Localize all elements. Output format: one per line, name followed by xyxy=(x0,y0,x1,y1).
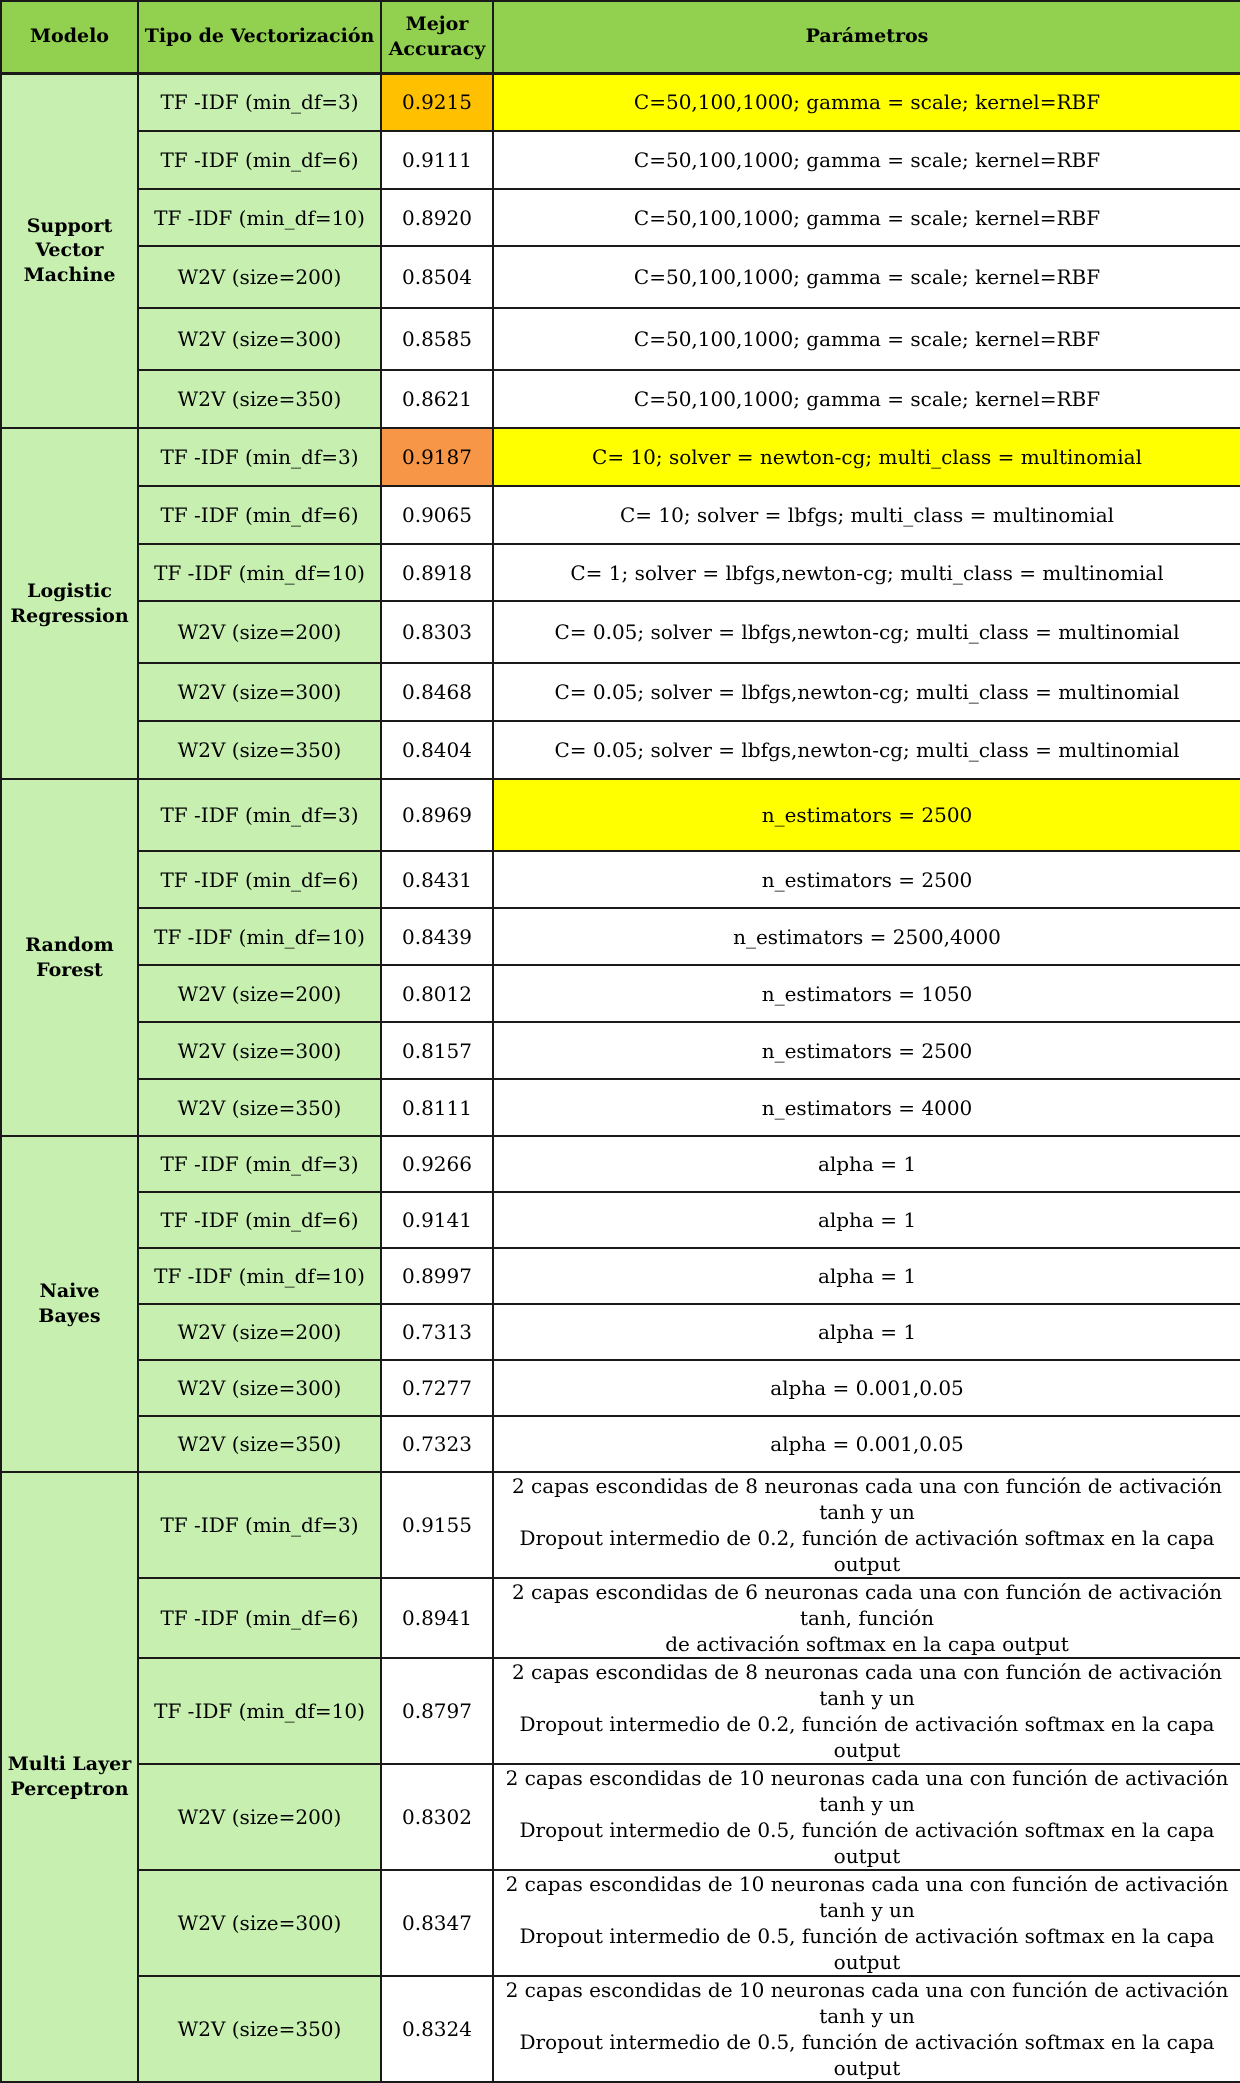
model-cell: Multi Layer Perceptron xyxy=(1,1472,138,2082)
accuracy-cell: 0.8324 xyxy=(381,1976,493,2082)
table-row xyxy=(1,1472,1240,1578)
accuracy-cell: 0.9266 xyxy=(381,1136,493,1192)
vectorization-cell: W2V (size=350) xyxy=(138,370,381,428)
header-params: Parámetros xyxy=(493,1,1240,73)
params-cell: alpha = 1 xyxy=(493,1136,1240,1192)
params-cell: C= 0.05; solver = lbfgs,newton-cg; multi_class = multinomial xyxy=(493,663,1240,721)
params-cell: alpha = 0.001,0.05 xyxy=(493,1360,1240,1416)
accuracy-cell: 0.8585 xyxy=(381,308,493,370)
vectorization-cell: TF -IDF (min_df=10) xyxy=(138,1248,381,1304)
params-cell: n_estimators = 4000 xyxy=(493,1079,1240,1136)
table-row xyxy=(1,1976,1240,2082)
params-cell: 2 capas escondidas de 10 neuronas cada una con función de activación tanh y un Dropout intermedio de 0.5, función de activación softmax en la capa output xyxy=(493,1976,1240,2082)
accuracy-cell: 0.9111 xyxy=(381,131,493,189)
params-cell: alpha = 0.001,0.05 xyxy=(493,1416,1240,1472)
table-row xyxy=(1,486,1240,544)
params-cell: C=50,100,1000; gamma = scale; kernel=RBF xyxy=(493,246,1240,308)
accuracy-cell: 0.8111 xyxy=(381,1079,493,1136)
table-row xyxy=(1,663,1240,721)
table-row xyxy=(1,1248,1240,1304)
accuracy-cell: 0.8918 xyxy=(381,544,493,601)
params-cell: C=50,100,1000; gamma = scale; kernel=RBF xyxy=(493,370,1240,428)
accuracy-cell: 0.9215 xyxy=(381,73,493,131)
accuracy-cell: 0.9141 xyxy=(381,1192,493,1248)
accuracy-cell: 0.8941 xyxy=(381,1578,493,1658)
accuracy-cell: 0.7313 xyxy=(381,1304,493,1360)
vectorization-cell: W2V (size=200) xyxy=(138,246,381,308)
vectorization-cell: W2V (size=200) xyxy=(138,965,381,1022)
table-row xyxy=(1,601,1240,663)
accuracy-cell: 0.8303 xyxy=(381,601,493,663)
params-cell: C= 10; solver = newton-cg; multi_class = multinomial xyxy=(493,428,1240,486)
model-cell: Random Forest xyxy=(1,779,138,1136)
table-body xyxy=(1,73,1240,2082)
table-row xyxy=(1,1578,1240,1658)
accuracy-cell: 0.8302 xyxy=(381,1764,493,1870)
accuracy-cell: 0.9155 xyxy=(381,1472,493,1578)
vectorization-cell: TF -IDF (min_df=3) xyxy=(138,779,381,851)
params-cell: C= 0.05; solver = lbfgs,newton-cg; multi_class = multinomial xyxy=(493,721,1240,779)
params-cell: C= 0.05; solver = lbfgs,newton-cg; multi_class = multinomial xyxy=(493,601,1240,663)
vectorization-cell: TF -IDF (min_df=6) xyxy=(138,851,381,908)
params-cell: 2 capas escondidas de 10 neuronas cada una con función de activación tanh y un Dropout intermedio de 0.5, función de activación softmax en la capa output xyxy=(493,1764,1240,1870)
params-cell: alpha = 1 xyxy=(493,1304,1240,1360)
params-cell: alpha = 1 xyxy=(493,1192,1240,1248)
table-row xyxy=(1,1416,1240,1472)
table-row xyxy=(1,779,1240,851)
table-row xyxy=(1,189,1240,246)
vectorization-cell: W2V (size=200) xyxy=(138,1764,381,1870)
vectorization-cell: W2V (size=300) xyxy=(138,308,381,370)
vectorization-cell: W2V (size=300) xyxy=(138,1022,381,1079)
params-cell: C= 10; solver = lbfgs; multi_class = multinomial xyxy=(493,486,1240,544)
accuracy-cell: 0.8920 xyxy=(381,189,493,246)
accuracy-cell: 0.8439 xyxy=(381,908,493,965)
vectorization-cell: TF -IDF (min_df=6) xyxy=(138,131,381,189)
params-cell: n_estimators = 2500 xyxy=(493,779,1240,851)
table-row xyxy=(1,851,1240,908)
vectorization-cell: TF -IDF (min_df=10) xyxy=(138,908,381,965)
header-row xyxy=(1,1,1240,73)
vectorization-cell: W2V (size=300) xyxy=(138,1870,381,1976)
table-row xyxy=(1,246,1240,308)
params-cell: C=50,100,1000; gamma = scale; kernel=RBF xyxy=(493,189,1240,246)
vectorization-cell: TF -IDF (min_df=10) xyxy=(138,189,381,246)
vectorization-cell: TF -IDF (min_df=3) xyxy=(138,428,381,486)
vectorization-cell: TF -IDF (min_df=6) xyxy=(138,486,381,544)
vectorization-cell: W2V (size=350) xyxy=(138,1416,381,1472)
table-row xyxy=(1,544,1240,601)
accuracy-cell: 0.9187 xyxy=(381,428,493,486)
accuracy-cell: 0.8431 xyxy=(381,851,493,908)
vectorization-cell: W2V (size=300) xyxy=(138,1360,381,1416)
params-cell: C=50,100,1000; gamma = scale; kernel=RBF xyxy=(493,73,1240,131)
header-vectorization: Tipo de Vectorización xyxy=(138,1,381,73)
table-row xyxy=(1,1658,1240,1764)
accuracy-cell: 0.8468 xyxy=(381,663,493,721)
model-cell: Support Vector Machine xyxy=(1,73,138,428)
accuracy-cell: 0.8404 xyxy=(381,721,493,779)
vectorization-cell: W2V (size=350) xyxy=(138,1079,381,1136)
vectorization-cell: W2V (size=200) xyxy=(138,1304,381,1360)
params-cell: n_estimators = 2500 xyxy=(493,851,1240,908)
accuracy-cell: 0.8012 xyxy=(381,965,493,1022)
table-row xyxy=(1,965,1240,1022)
header-accuracy: Mejor Accuracy xyxy=(381,1,493,73)
table-row xyxy=(1,1022,1240,1079)
params-cell: 2 capas escondidas de 8 neuronas cada una con función de activación tanh y un Dropout intermedio de 0.2, función de activación softmax en la capa output xyxy=(493,1472,1240,1578)
vectorization-cell: TF -IDF (min_df=3) xyxy=(138,1136,381,1192)
model-cell: Logistic Regression xyxy=(1,428,138,779)
params-cell: alpha = 1 xyxy=(493,1248,1240,1304)
accuracy-cell: 0.8157 xyxy=(381,1022,493,1079)
params-cell: n_estimators = 1050 xyxy=(493,965,1240,1022)
table-row xyxy=(1,1079,1240,1136)
vectorization-cell: W2V (size=350) xyxy=(138,1976,381,2082)
table-row xyxy=(1,1192,1240,1248)
accuracy-cell: 0.8969 xyxy=(381,779,493,851)
table-row xyxy=(1,428,1240,486)
vectorization-cell: TF -IDF (min_df=3) xyxy=(138,1472,381,1578)
vectorization-cell: TF -IDF (min_df=10) xyxy=(138,1658,381,1764)
vectorization-cell: TF -IDF (min_df=6) xyxy=(138,1578,381,1658)
accuracy-cell: 0.8797 xyxy=(381,1658,493,1764)
table-row xyxy=(1,370,1240,428)
params-cell: C=50,100,1000; gamma = scale; kernel=RBF xyxy=(493,308,1240,370)
table-row xyxy=(1,1870,1240,1976)
header-model: Modelo xyxy=(1,1,138,73)
table-row xyxy=(1,908,1240,965)
vectorization-cell: TF -IDF (min_df=3) xyxy=(138,73,381,131)
accuracy-cell: 0.8997 xyxy=(381,1248,493,1304)
accuracy-cell: 0.7323 xyxy=(381,1416,493,1472)
model-cell: Naive Bayes xyxy=(1,1136,138,1472)
params-cell: 2 capas escondidas de 6 neuronas cada una con función de activación tanh, función de activación softmax en la capa output xyxy=(493,1578,1240,1658)
table-row xyxy=(1,1360,1240,1416)
table-row xyxy=(1,721,1240,779)
table-row xyxy=(1,1136,1240,1192)
params-cell: 2 capas escondidas de 8 neuronas cada una con función de activación tanh y un Dropout intermedio de 0.2, función de activación softmax en la capa output xyxy=(493,1658,1240,1764)
vectorization-cell: W2V (size=350) xyxy=(138,721,381,779)
params-cell: n_estimators = 2500,4000 xyxy=(493,908,1240,965)
vectorization-cell: TF -IDF (min_df=6) xyxy=(138,1192,381,1248)
params-cell: 2 capas escondidas de 10 neuronas cada una con función de activación tanh y un Dropout intermedio de 0.5, función de activación softmax en la capa output xyxy=(493,1870,1240,1976)
table-row xyxy=(1,73,1240,131)
table-row xyxy=(1,1764,1240,1870)
table-row xyxy=(1,131,1240,189)
vectorization-cell: W2V (size=200) xyxy=(138,601,381,663)
accuracy-cell: 0.8347 xyxy=(381,1870,493,1976)
accuracy-cell: 0.8504 xyxy=(381,246,493,308)
accuracy-cell: 0.7277 xyxy=(381,1360,493,1416)
params-cell: C= 1; solver = lbfgs,newton-cg; multi_class = multinomial xyxy=(493,544,1240,601)
params-cell: n_estimators = 2500 xyxy=(493,1022,1240,1079)
params-cell: C=50,100,1000; gamma = scale; kernel=RBF xyxy=(493,131,1240,189)
vectorization-cell: TF -IDF (min_df=10) xyxy=(138,544,381,601)
vectorization-cell: W2V (size=300) xyxy=(138,663,381,721)
table-row xyxy=(1,308,1240,370)
accuracy-cell: 0.9065 xyxy=(381,486,493,544)
table-row xyxy=(1,1304,1240,1360)
accuracy-cell: 0.8621 xyxy=(381,370,493,428)
